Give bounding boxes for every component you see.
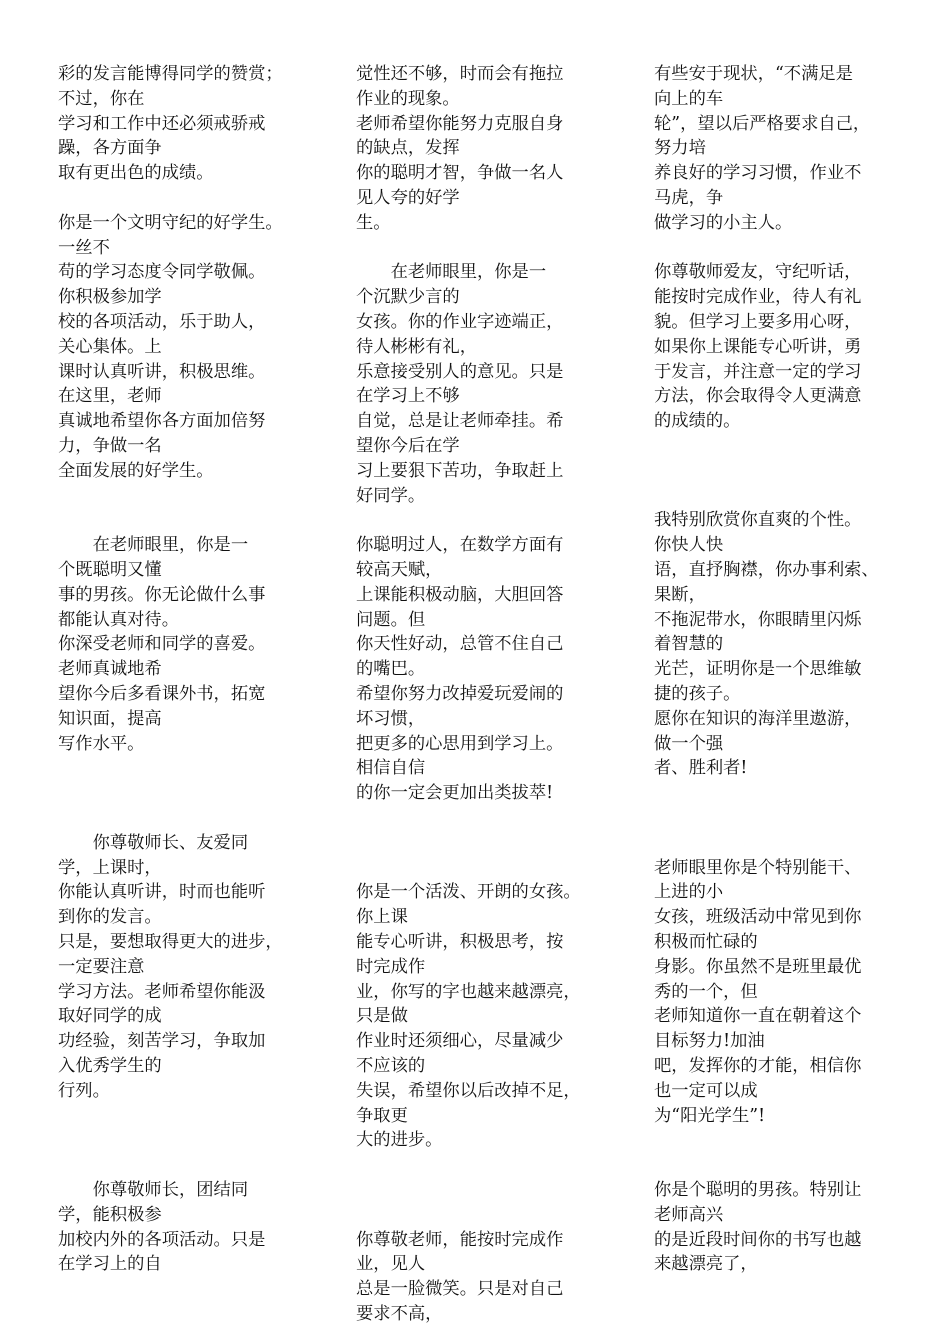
column-2-line: 你上课 <box>356 907 408 928</box>
column-1-line: 在老师眼里，你是一 <box>58 535 249 556</box>
column-1-line: 你能认真听讲，时而也能听 <box>58 882 266 903</box>
column-2-line: 的嘴巴。 <box>356 659 426 680</box>
column-1-line: 在学习上的自 <box>58 1254 162 1275</box>
column-2-line: 大的进步。 <box>356 1130 443 1151</box>
column-1-line: 只是，要想取得更大的进步， <box>58 932 283 952</box>
column-1-line: 彩的发言能博得同学的赞赏； <box>58 64 283 84</box>
column-2-line: 要求不高， <box>356 1304 443 1324</box>
column-3-line: 如果你上课能专心听讲，勇 <box>654 336 862 357</box>
column-1-line: 你尊敬师长、友爱同 <box>58 832 249 853</box>
column-3-line: 能按时完成作业，待人有礼 <box>654 287 862 308</box>
column-3-line: 愿你在知识的海洋里遨游， <box>654 708 862 729</box>
column-3-line: 努力培 <box>654 138 706 159</box>
column-2-line: 老师希望你能努力克服自身 <box>356 113 564 134</box>
column-1-line: 你积极参加学 <box>58 287 162 308</box>
column-2-line: 习上要狠下苦功，争取赶上 <box>356 460 564 481</box>
column-3-line: 也一定可以成 <box>654 1080 758 1101</box>
column-3-line: 老师高兴 <box>654 1204 724 1225</box>
column-1-line: 功经验，刻苦学习，争取加 <box>58 1031 266 1052</box>
column-2-line: 较高天赋， <box>356 560 443 580</box>
column-3-line: 捷的孩子。 <box>654 684 741 704</box>
column-2-line: 时完成作 <box>356 956 426 977</box>
column-1-line: 校的各项活动，乐于助人， <box>58 312 266 332</box>
column-1-line: 学，上课时， <box>58 857 162 878</box>
column-3-line: 来越漂亮了， <box>654 1254 758 1275</box>
column-1-line: 苟的学习态度令同学敬佩。 <box>58 262 266 283</box>
column-1-line: 事的男孩。你无论做什么事 <box>58 584 266 605</box>
column-3-line: 上进的小 <box>654 882 724 903</box>
column-1-line: 老师真诚地希 <box>58 659 162 680</box>
column-2-line: 望你今后在学 <box>356 436 460 456</box>
column-2-line: 相信自信 <box>356 758 426 779</box>
column-2-line: 在老师眼里，你是一 <box>356 262 547 283</box>
column-2-line: 失误，希望你以后改掉不足， <box>356 1080 581 1101</box>
column-1-line: 一丝不 <box>58 237 110 258</box>
column-1-line: 加校内外的各项活动。只是 <box>58 1229 266 1250</box>
column-3-line: 着智慧的 <box>654 634 724 655</box>
column-2-line: 业，见人 <box>356 1254 426 1275</box>
column-3-line: 光芒，证明你是一个思维敏 <box>654 659 862 680</box>
column-3-line: 貌。但学习上要多用心呀， <box>654 312 862 332</box>
column-2-line: 的缺点，发挥 <box>356 138 460 159</box>
column-3-line: 的成绩的。 <box>654 411 741 432</box>
column-3-line: 的是近段时间你的书写也越 <box>654 1229 862 1250</box>
column-2-line: 自觉，总是让老师牵挂。希 <box>356 411 564 432</box>
column-2-line: 你天性好动，总管不住自己 <box>356 634 564 655</box>
column-2-line: 你的聪明才智，争做一名人 <box>356 163 564 184</box>
column-2-line: 待人彬彬有礼， <box>356 336 477 357</box>
column-1-line: 课时认真听讲，积极思维。 <box>58 361 266 382</box>
column-2-line: 总是一脸微笑。只是对自己 <box>356 1279 564 1300</box>
column-2-line: 好同学。 <box>356 485 426 506</box>
column-2-line: 乐意接受别人的意见。只是 <box>356 361 564 382</box>
column-3-line: 语，直抒胸襟，你办事利索、 <box>654 560 879 580</box>
column-3-line: 轮”，望以后严格要求自己， <box>654 113 871 134</box>
column-1-line: 你是一个文明守纪的好学生。 <box>58 212 283 233</box>
column-1-line: 到你的发言。 <box>58 907 162 928</box>
column-1-line: 你尊敬师长，团结同 <box>58 1180 249 1200</box>
column-2-line: 只是做 <box>356 1006 408 1027</box>
column-3-line: 为“阳光学生”! <box>654 1105 766 1126</box>
column-1-line: 一定要注意 <box>58 956 145 977</box>
column-1-line: 躁，各方面争 <box>58 138 162 159</box>
column-3-line: 老师眼里你是个特别能干、 <box>654 857 862 878</box>
column-3-line: 于发言，并注意一定的学习 <box>654 361 862 382</box>
column-3-line: 秀的一个，但 <box>654 981 758 1002</box>
column-1-line: 取有更出色的成绩。 <box>58 163 214 184</box>
column-1-line: 写作水平。 <box>58 733 145 754</box>
column-1-line: 学习方法。老师希望你能汲 <box>58 981 266 1002</box>
column-2-line: 你尊敬老师，能按时完成作 <box>356 1229 564 1250</box>
column-2-line: 把更多的心思用到学习上。 <box>356 733 564 754</box>
column-3-line: 吧，发挥你的才能，相信你 <box>654 1056 862 1076</box>
column-1-line: 个既聪明又懂 <box>58 560 162 580</box>
column-3-line: 女孩，班级活动中常见到你 <box>654 907 862 928</box>
column-1-line: 真诚地希望你各方面加倍努 <box>58 411 266 432</box>
column-1-line: 关心集体。上 <box>58 336 162 357</box>
column-2-line: 业，你写的字也越来越漂亮， <box>356 981 581 1002</box>
column-1-line: 不过，你在 <box>58 88 145 109</box>
column-1-line: 全面发展的好学生。 <box>58 460 214 481</box>
column-3-line: 做一个强 <box>654 733 724 754</box>
column-2-line: 能专心听讲，积极思考，按 <box>356 932 564 952</box>
column-2-line: 觉性还不够，时而会有拖拉 <box>356 64 564 84</box>
column-2-line: 你是一个活泼、开朗的女孩。 <box>356 882 581 903</box>
column-1-line: 入优秀学生的 <box>58 1056 162 1076</box>
column-2-line: 个沉默少言的 <box>356 287 460 308</box>
column-3-line: 马虎，争 <box>654 188 724 208</box>
column-2-line: 的你一定会更加出类拔萃! <box>356 783 554 804</box>
column-3-line: 有些安于现状，“不满足是 <box>654 64 853 84</box>
column-2-line: 坏习惯， <box>356 708 426 729</box>
column-1-line: 都能认真对待。 <box>58 609 179 630</box>
column-1-line: 知识面，提高 <box>58 708 162 729</box>
column-3-line: 方法，你会取得令人更满意 <box>654 386 862 407</box>
column-2-line: 在学习上不够 <box>356 386 460 407</box>
column-3-line: 做学习的小主人。 <box>654 212 793 233</box>
column-3-line: 积极而忙碌的 <box>654 932 758 952</box>
column-1-line: 望你今后多看课外书，拓宽 <box>58 684 266 704</box>
column-1-line: 在这里，老师 <box>58 386 162 407</box>
column-2-line: 作业的现象。 <box>356 88 460 109</box>
column-3-line: 不拖泥带水，你眼睛里闪烁 <box>654 609 862 630</box>
column-1-line: 学，能积极参 <box>58 1204 162 1225</box>
column-2-line: 作业时还须细心，尽量减少 <box>356 1031 564 1052</box>
column-3-line: 向上的车 <box>654 88 724 109</box>
column-2-line: 女孩。你的作业字迹端正， <box>356 312 564 332</box>
column-2-line: 问题。但 <box>356 609 426 630</box>
column-1-line: 力，争做一名 <box>58 436 162 456</box>
column-3-line: 身影。你虽然不是班里最优 <box>654 956 862 977</box>
column-3-line: 目标努力!加油 <box>654 1031 765 1052</box>
column-2-line: 希望你努力改掉爱玩爱闹的 <box>356 684 564 704</box>
column-2-line: 不应该的 <box>356 1056 426 1076</box>
column-2-line: 你聪明过人，在数学方面有 <box>356 535 564 556</box>
column-3-line: 你快人快 <box>654 535 724 556</box>
column-2-line: 上课能积极动脑，大胆回答 <box>356 584 564 605</box>
column-3-line: 果断， <box>654 584 706 605</box>
column-3-line: 养良好的学习习惯，作业不 <box>654 163 862 184</box>
column-1-line: 取好同学的成 <box>58 1006 162 1027</box>
column-3-line: 我特别欣赏你直爽的个性。 <box>654 510 862 531</box>
column-2-line: 争取更 <box>356 1105 408 1126</box>
column-1-line: 你深受老师和同学的喜爱。 <box>58 634 266 655</box>
column-3-line: 你尊敬师爱友，守纪听话， <box>654 262 862 283</box>
column-1-line: 学习和工作中还必须戒骄戒 <box>58 113 266 134</box>
column-3-line: 你是个聪明的男孩。特别让 <box>654 1180 862 1200</box>
column-3-line: 老师知道你一直在朝着这个 <box>654 1006 862 1027</box>
column-1-line: 行列。 <box>58 1080 110 1101</box>
column-3-line: 者、胜利者! <box>654 758 748 779</box>
column-2-line: 见人夸的好学 <box>356 188 460 208</box>
column-2-line: 生。 <box>356 212 391 233</box>
